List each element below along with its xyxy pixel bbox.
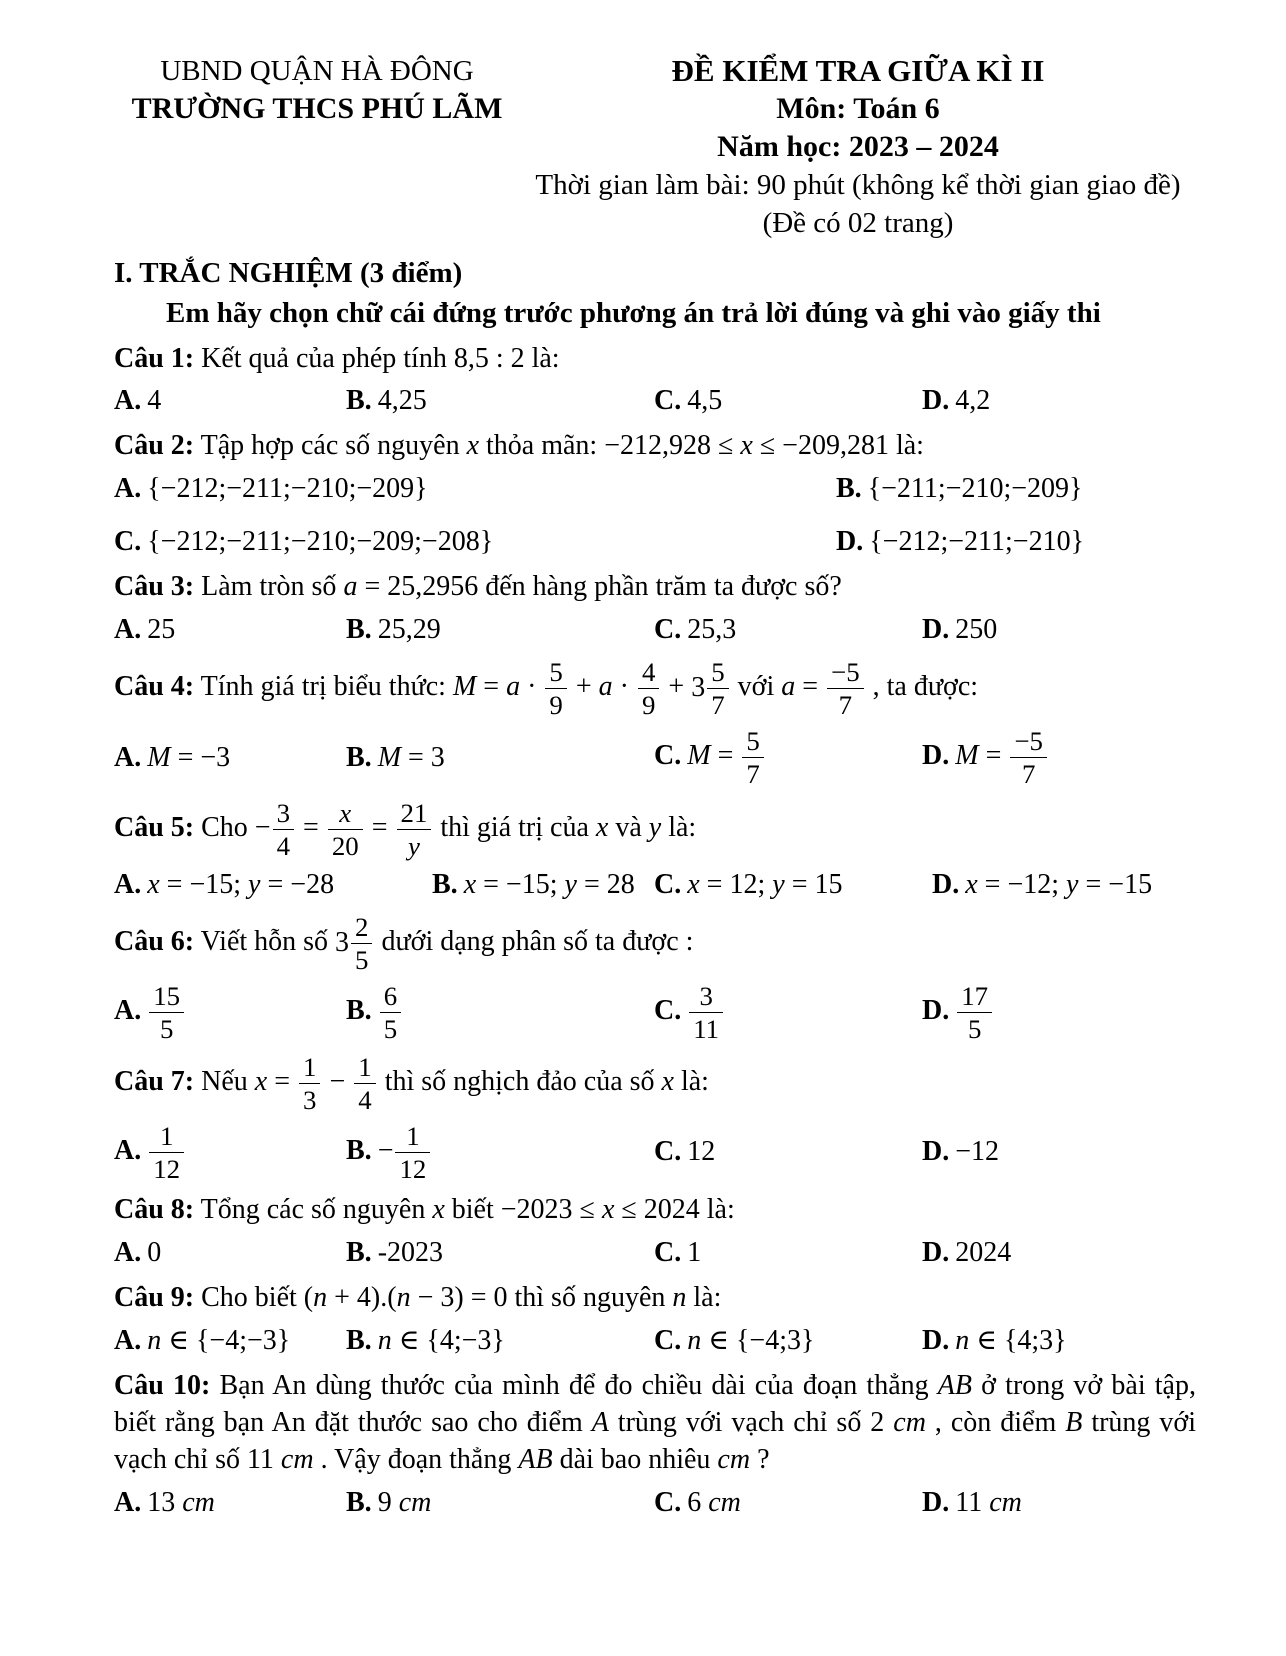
fraction: $\frac{6}{5}$	[378, 981, 403, 1044]
option-label: A.	[114, 1487, 142, 1519]
question-8-option-A	[114, 1235, 346, 1272]
option-label: D.	[922, 1487, 950, 1519]
question-5	[114, 798, 1196, 904]
school-name: TRƯỜNG THCS PHÚ LÃM	[131, 92, 503, 125]
option-content: {−212;−211;−210}	[869, 526, 1085, 558]
option-label: D.	[922, 1325, 950, 1357]
option-content: M = $\frac{5}{7}$	[687, 740, 766, 771]
fraction: $\frac{-5}{7}$	[1008, 726, 1049, 789]
question-7-option-B	[346, 1121, 654, 1184]
question-6-option-A	[114, 981, 346, 1044]
option-label: A.	[114, 741, 142, 773]
option-content: − $\frac{1}{12}$	[378, 1135, 433, 1166]
option-label: C.	[654, 1487, 682, 1519]
question-2	[114, 428, 1196, 561]
question-7	[114, 1052, 1196, 1184]
option-label: D.	[922, 1237, 950, 1269]
question-5-option-B	[432, 867, 654, 904]
option-content: n ∈ {4;3}	[955, 1325, 1067, 1357]
option-content	[147, 1121, 186, 1185]
exam-duration: Thời gian làm bài: 90 phút (không kể thời gian giao đề)	[535, 169, 1181, 201]
fraction: $\frac{x}{20}$	[326, 798, 365, 861]
option-label: C.	[654, 1325, 682, 1357]
fraction: $\frac{1}{12}$	[147, 1121, 186, 1184]
option-label: A.	[114, 1237, 142, 1269]
question-4-option-A	[114, 740, 346, 777]
question-8-options	[114, 1235, 1196, 1272]
option-content: 6 cm	[687, 1487, 741, 1519]
option-content: {−212;−211;−210;−209;−208}	[147, 526, 494, 558]
option-label: D.	[922, 994, 950, 1026]
option-content: 25,3	[687, 614, 737, 646]
question-1-options	[114, 383, 1196, 420]
fraction: $\frac{3}{4}$	[271, 798, 296, 861]
question-2-option-A	[114, 471, 836, 508]
question-1-option-B	[346, 383, 654, 420]
question-6-option-B	[346, 981, 654, 1044]
option-label: C.	[654, 1237, 682, 1269]
question-10	[114, 1368, 1196, 1522]
question-5-option-D	[932, 867, 1196, 904]
question-9	[114, 1280, 1196, 1360]
option-label: A.	[114, 614, 142, 646]
question-10-option-B	[346, 1485, 654, 1522]
page-count-note: (Đề có 02 trang)	[762, 207, 954, 239]
option-content: 13 cm	[147, 1487, 215, 1519]
question-2-prompt: Câu 2: Tập hợp các số nguyên x thỏa mãn: −212,928 ≤ x ≤ −209,281 là:	[114, 430, 924, 462]
option-label: C.	[654, 614, 682, 646]
question-9-option-A	[114, 1323, 346, 1360]
option-content: 4,25	[377, 385, 427, 417]
option-content: M = −3	[147, 741, 231, 773]
option-label: C.	[654, 994, 682, 1026]
question-5-options	[114, 867, 1196, 904]
question-8-option-C	[654, 1235, 922, 1272]
question-label: Câu 6:	[114, 925, 195, 957]
question-3-options	[114, 612, 1196, 649]
question-label: Câu 5:	[114, 811, 195, 843]
option-label: A.	[114, 473, 142, 505]
option-content: n ∈ {−4;3}	[687, 1325, 815, 1357]
question-2-option-C	[114, 524, 836, 561]
question-8-option-D	[922, 1235, 1196, 1272]
fraction: $\frac{5}{7}$	[740, 726, 765, 789]
question-7-options	[114, 1121, 1196, 1184]
option-content	[147, 980, 186, 1044]
question-8-option-B	[346, 1235, 654, 1272]
option-content: 12	[687, 1136, 716, 1168]
option-label: D.	[922, 614, 950, 646]
option-label: D.	[932, 868, 960, 900]
question-2-option-B	[836, 471, 1196, 508]
question-label: Câu 3:	[114, 571, 195, 603]
mixed-number: 3 $\frac{5}{7}$	[691, 671, 730, 702]
question-3-prompt: Câu 3: Làm tròn số a = 25,2956 đến hàng phần trăm ta được số?	[114, 571, 842, 603]
question-3-option-C	[654, 612, 922, 649]
option-content: 11 cm	[955, 1487, 1022, 1519]
question-label: Câu 7:	[114, 1066, 195, 1098]
question-label: Câu 4:	[114, 671, 195, 703]
option-content: {−211;−210;−209}	[867, 473, 1083, 505]
question-4-prompt: Câu 4: Tính giá trị biểu thức: M = a · $\frac{5}{9}$ + a · $\frac{4}{9}$ + 3 $\frac{5}{7}$ với a = $\frac{-5}{7}$ , ta được:	[114, 657, 979, 721]
option-label: A.	[114, 385, 142, 417]
option-label: B.	[432, 868, 458, 900]
question-9-options	[114, 1323, 1196, 1360]
option-label: B.	[346, 385, 372, 417]
question-9-option-B	[346, 1323, 654, 1360]
question-4-options	[114, 726, 1196, 789]
option-label: B.	[346, 1325, 372, 1357]
fraction: $\frac{17}{5}$	[955, 981, 994, 1044]
questions-list	[114, 341, 1196, 1523]
question-label: Câu 2:	[114, 430, 195, 462]
option-label: B.	[346, 994, 372, 1026]
question-6-option-C	[654, 981, 922, 1044]
fraction: $\frac{4}{9}$	[636, 657, 661, 720]
question-label: Câu 9:	[114, 1282, 195, 1314]
option-label: B.	[346, 1487, 372, 1519]
option-content: 1	[687, 1237, 702, 1269]
option-content: 4	[147, 385, 162, 417]
question-9-option-C	[654, 1323, 922, 1360]
question-10-option-A	[114, 1485, 346, 1522]
option-content	[378, 980, 403, 1044]
question-6-prompt: Câu 6: Viết hỗn số 3 $\frac{2}{5}$ dưới dạng phân số ta được :	[114, 911, 694, 975]
question-10-options	[114, 1485, 1196, 1522]
question-6-options	[114, 981, 1196, 1044]
option-content: 4,5	[687, 385, 723, 417]
option-label: B.	[836, 473, 862, 505]
option-content: 4,2	[955, 385, 991, 417]
question-2-options	[114, 471, 1196, 561]
question-10-option-D	[922, 1485, 1196, 1522]
question-1-option-A	[114, 383, 346, 420]
question-9-option-D	[922, 1323, 1196, 1360]
question-4-option-D	[922, 726, 1196, 789]
fraction: $\frac{1}{12}$	[393, 1121, 432, 1184]
section-instruction: Em hãy chọn chữ cái đứng trước phương án trả lời đúng và ghi vào giấy thi	[166, 297, 1101, 330]
question-3-option-B	[346, 612, 654, 649]
option-label: A.	[114, 868, 142, 900]
question-3	[114, 569, 1196, 649]
option-content: x = −15; y = −28	[147, 868, 335, 900]
fraction: $\frac{21}{y}$	[395, 798, 434, 861]
question-4-option-B	[346, 740, 654, 777]
question-3-option-A	[114, 612, 346, 649]
option-content: x = −15; y = 28	[463, 868, 635, 900]
question-9-prompt: Câu 9: Cho biết (n + 4).(n − 3) = 0 thì số nguyên n là:	[114, 1282, 722, 1314]
question-5-prompt: Câu 5: Cho − $\frac{3}{4}$ = $\frac{x}{20}$ = $\frac{21}{y}$ thì giá trị của x và y là:	[114, 797, 697, 861]
option-content: 25,29	[377, 614, 441, 646]
option-content: 250	[955, 614, 998, 646]
question-6-option-D	[922, 981, 1196, 1044]
option-label: D.	[922, 740, 950, 772]
option-content: n ∈ {4;−3}	[377, 1325, 505, 1357]
question-8-prompt: Câu 8: Tổng các số nguyên x biết −2023 ≤ x ≤ 2024 là:	[114, 1194, 735, 1226]
option-content: 25	[147, 614, 176, 646]
option-label: B.	[346, 614, 372, 646]
option-label: C.	[654, 1136, 682, 1168]
option-content: 0	[147, 1237, 162, 1269]
option-content: M = 3	[377, 741, 445, 773]
option-label: D.	[922, 385, 950, 417]
option-content: {−212;−211;−210;−209}	[147, 473, 428, 505]
option-content: −12	[955, 1136, 1000, 1168]
question-7-option-C	[654, 1134, 922, 1171]
question-7-option-A	[114, 1121, 346, 1184]
question-5-option-A	[114, 867, 432, 904]
option-label: C.	[114, 526, 142, 558]
fraction: $\frac{5}{9}$	[543, 657, 568, 720]
option-content: -2023	[377, 1237, 444, 1269]
option-content: x = 12; y = 15	[687, 868, 843, 900]
option-label: D.	[836, 526, 864, 558]
option-content: x = −12; y = −15	[965, 868, 1153, 900]
section-title: I. TRẮC NGHIỆM (3 điểm)	[114, 257, 463, 289]
question-1-prompt: Câu 1: Kết quả của phép tính 8,5 : 2 là:	[114, 342, 560, 374]
question-7-option-D	[922, 1134, 1196, 1171]
option-label: B.	[346, 1237, 372, 1269]
question-label: Câu 8:	[114, 1194, 195, 1226]
question-10-prompt: Câu 10: Bạn An dùng thước của mình để đo chiều dài của đoạn thẳng AB ở trong vở bài tập, biết rằng bạn An đặt thước sao cho điểm A trùng với vạch chỉ số 2 cm , còn điểm B trùng với vạch chỉ số 11 cm . Vậy đoạn thẳng AB dài bao nhiêu cm ?	[114, 1370, 1196, 1476]
org-name: UBND QUẬN HÀ ĐÔNG	[160, 55, 474, 87]
option-label: D.	[922, 1136, 950, 1168]
question-3-option-D	[922, 612, 1196, 649]
fraction: $\frac{1}{4}$	[352, 1052, 377, 1115]
question-1-option-D	[922, 383, 1196, 420]
option-content: n ∈ {−4;−3}	[147, 1325, 291, 1357]
option-content	[687, 980, 725, 1044]
question-7-prompt: Câu 7: Nếu x = $\frac{1}{3}$ − $\frac{1}{4}$ thì số nghịch đảo của số x là:	[114, 1052, 709, 1116]
question-1	[114, 341, 1196, 421]
header-right	[520, 52, 1196, 242]
question-10-option-C	[654, 1485, 922, 1522]
option-label: A.	[114, 994, 142, 1026]
question-4	[114, 657, 1196, 789]
question-5-option-C	[654, 867, 932, 904]
option-label: B.	[346, 741, 372, 773]
option-label: C.	[654, 385, 682, 417]
header	[114, 52, 1196, 242]
option-label: C.	[654, 740, 682, 772]
question-2-option-D	[836, 524, 1196, 561]
option-content: M = $\frac{-5}{7}$	[955, 740, 1049, 771]
option-content: 2024	[955, 1237, 1012, 1269]
option-label: A.	[114, 1325, 142, 1357]
school-year: Năm học: 2023 – 2024	[717, 130, 999, 163]
option-label: C.	[654, 868, 682, 900]
fraction: $\frac{-5}{7}$	[825, 657, 866, 720]
option-label: B.	[346, 1135, 372, 1167]
question-label: Câu 10:	[114, 1370, 211, 1402]
fraction: $\frac{15}{5}$	[147, 981, 186, 1044]
fraction: $\frac{3}{11}$	[687, 981, 725, 1044]
mixed-number: 3 $\frac{2}{5}$	[335, 926, 374, 957]
option-label: A.	[114, 1135, 142, 1167]
option-content	[955, 980, 994, 1044]
exam-title: ĐỀ KIỂM TRA GIỮA KÌ II	[671, 53, 1045, 88]
question-1-option-C	[654, 383, 922, 420]
question-4-option-C	[654, 726, 922, 789]
question-8	[114, 1192, 1196, 1272]
option-content: 9 cm	[377, 1487, 432, 1519]
fraction: $\frac{1}{3}$	[297, 1052, 322, 1115]
exam-subject: Môn: Toán 6	[776, 92, 940, 125]
question-label: Câu 1:	[114, 342, 195, 374]
question-6	[114, 912, 1196, 1044]
header-left	[114, 52, 520, 242]
